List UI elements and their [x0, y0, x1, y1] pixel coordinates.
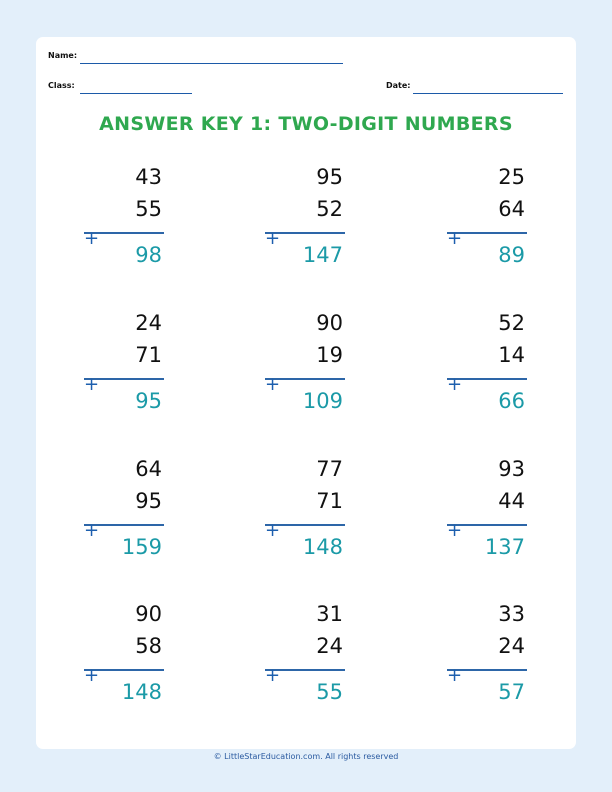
- date-field-line: [413, 93, 563, 94]
- addition-problem: [447, 165, 537, 295]
- addend-bottom: 58: [135, 634, 162, 658]
- addend-top: 43: [135, 165, 162, 189]
- answer-sum: 159: [121, 535, 162, 559]
- name-field-line: [80, 63, 343, 64]
- addition-problem: [84, 457, 174, 587]
- addend-top: 90: [135, 602, 162, 626]
- addend-bottom: 52: [316, 197, 343, 221]
- plus-sign: +: [447, 228, 463, 249]
- addend-bottom: 24: [498, 634, 525, 658]
- addend-bottom: 71: [135, 343, 162, 367]
- answer-sum: 148: [302, 535, 343, 559]
- addition-problem: [265, 457, 355, 587]
- addition-problem: [84, 165, 174, 295]
- addend-top: 31: [316, 602, 343, 626]
- addend-bottom: 24: [316, 634, 343, 658]
- class-label: Class:: [48, 81, 75, 90]
- plus-sign: +: [447, 374, 463, 395]
- page-title: ANSWER KEY 1: TWO-DIGIT NUMBERS: [99, 113, 513, 135]
- addition-problem: [265, 165, 355, 295]
- addition-problem: [447, 311, 537, 441]
- addition-problem: [265, 311, 355, 441]
- addend-bottom: 71: [316, 489, 343, 513]
- answer-sum: 95: [135, 389, 162, 413]
- addend-top: 52: [498, 311, 525, 335]
- addend-top: 90: [316, 311, 343, 335]
- addition-problem: [447, 602, 537, 732]
- answer-sum: 66: [498, 389, 525, 413]
- plus-sign: +: [84, 228, 100, 249]
- plus-sign: +: [265, 374, 281, 395]
- answer-sum: 57: [498, 680, 525, 704]
- answer-sum: 98: [135, 243, 162, 267]
- addend-bottom: 44: [498, 489, 525, 513]
- answer-sum: 137: [484, 535, 525, 559]
- plus-sign: +: [447, 520, 463, 541]
- plus-sign: +: [265, 520, 281, 541]
- plus-sign: +: [447, 665, 463, 686]
- addend-top: 93: [498, 457, 525, 481]
- addition-problem: [447, 457, 537, 587]
- plus-sign: +: [84, 520, 100, 541]
- answer-sum: 109: [302, 389, 343, 413]
- plus-sign: +: [265, 228, 281, 249]
- answer-sum: 148: [121, 680, 162, 704]
- addend-top: 24: [135, 311, 162, 335]
- answer-sum: 55: [316, 680, 343, 704]
- addend-bottom: 95: [135, 489, 162, 513]
- date-label: Date:: [386, 81, 411, 90]
- plus-sign: +: [265, 665, 281, 686]
- addend-top: 25: [498, 165, 525, 189]
- addition-problem: [84, 311, 174, 441]
- plus-sign: +: [84, 665, 100, 686]
- class-field-line: [80, 93, 192, 94]
- name-label: Name:: [48, 51, 78, 60]
- addend-bottom: 55: [135, 197, 162, 221]
- plus-sign: +: [84, 374, 100, 395]
- addend-top: 95: [316, 165, 343, 189]
- answer-sum: 89: [498, 243, 525, 267]
- addend-top: 33: [498, 602, 525, 626]
- copyright-footer: © LittleStarEducation.com. All rights reserved: [213, 752, 399, 761]
- addition-problem: [84, 602, 174, 732]
- addend-bottom: 14: [498, 343, 525, 367]
- addend-top: 77: [316, 457, 343, 481]
- answer-sum: 147: [302, 243, 343, 267]
- addend-bottom: 64: [498, 197, 525, 221]
- addend-bottom: 19: [316, 343, 343, 367]
- addition-problem: [265, 602, 355, 732]
- addend-top: 64: [135, 457, 162, 481]
